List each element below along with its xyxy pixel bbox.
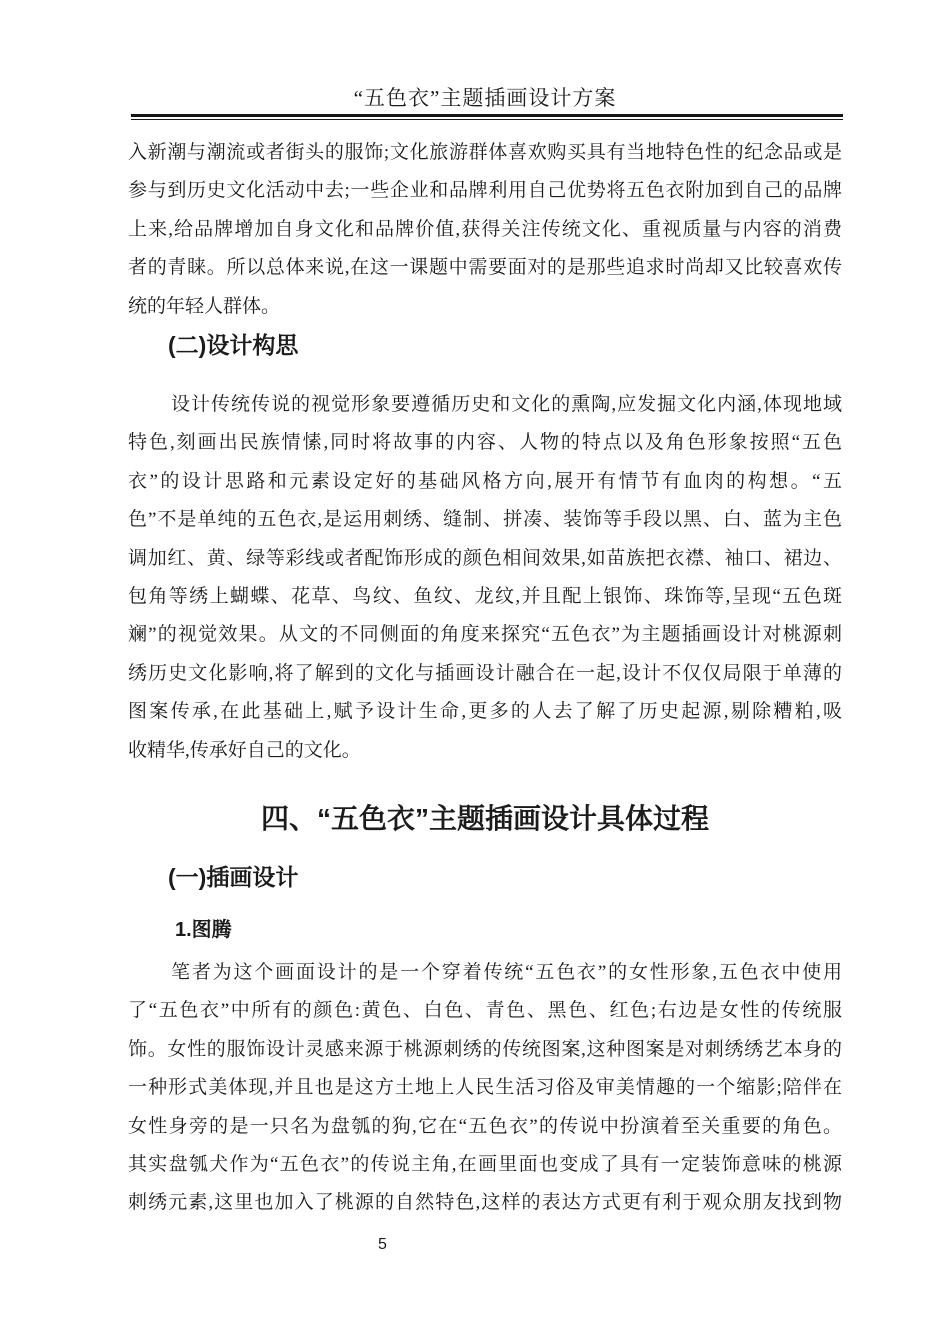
paragraph bbox=[128, 386, 842, 770]
text-line: 饰。女性的服饰设计灵感来源于桃源刺绣的传统图案,这种图案是对刺绣绣艺本身的 bbox=[128, 1038, 842, 1060]
chapter-heading: 四、“五色衣”主题插画设计具体过程 bbox=[260, 803, 709, 834]
text-line: 衣”的设计思路和元素设定好的基础风格方向,展开有情节有血肉的构想。“五 bbox=[128, 470, 842, 492]
text-line: 设计传统传说的视觉形象要遵循历史和文化的熏陶,应发掘文化内涵,体现地域 bbox=[171, 394, 842, 415]
text-line: 包角等绣上蝴蝶、花草、鸟纹、鱼纹、龙纹,并且配上银饰、珠饰等,呈现“五色斑 bbox=[128, 585, 842, 607]
text-line: 入新潮与潮流或者街头的服饰;文化旅游群体喜欢购买具有当地特色性的纪念品或是 bbox=[128, 142, 842, 163]
text-line: 刺绣元素,这里也加入了桃源的自然特色,这样的表达方式更有利于观众朋友找到物 bbox=[128, 1192, 842, 1214]
text-line: 上来,给品牌增加自身文化和品牌价值,获得关注传统文化、重视质量与内容的消费 bbox=[128, 218, 842, 240]
text-line: 者的青睐。所以总体来说,在这一课题中需要面对的是那些追求时尚却又比较喜欢传 bbox=[128, 257, 842, 279]
header-rule bbox=[131, 114, 843, 120]
text-line: 了“五色衣”中所有的颜色:黄色、白色、青色、黑色、红色;右边是女性的传统服 bbox=[128, 1000, 842, 1022]
text-line: 其实盘瓠犬作为“五色衣”的传说主角,在画里面也变成了具有一定装饰意味的桃源 bbox=[128, 1153, 842, 1175]
subsection-heading: 1.图腾 bbox=[175, 919, 232, 941]
text-line: 参与到历史文化活动中去;一些企业和品牌利用自己优势将五色衣附加到自己的品牌 bbox=[128, 180, 842, 202]
text-line: 色”不是单纯的五色衣,是运用刺绣、缝制、拼凑、装饰等手段以黑、白、蓝为主色 bbox=[128, 509, 842, 531]
section-heading: (二)设计构思 bbox=[168, 332, 299, 358]
text-line: 笔者为这个画面设计的是一个穿着传统“五色衣”的女性形象,五色衣中使用 bbox=[171, 962, 842, 983]
text-line: 女性身旁的是一只名为盘瓠的狗,它在“五色衣”的传说中扮演着至关重要的角色。 bbox=[128, 1115, 842, 1137]
header-title: “五色衣”主题插画设计方案 bbox=[353, 86, 617, 110]
text-line: 斓”的视觉效果。从文的不同侧面的角度来探究“五色衣”为主题插画设计对桃源刺 bbox=[128, 624, 842, 646]
paragraph bbox=[128, 134, 842, 326]
text-line: 统的年轻人群体。 bbox=[128, 295, 281, 317]
text-line: 绣历史文化影响,将了解到的文化与插画设计融合在一起,设计不仅仅局限于单薄的 bbox=[128, 662, 842, 684]
text-line: 收精华,传承好自己的文化。 bbox=[128, 739, 361, 761]
text-line: 特色,刻画出民族情愫,同时将故事的内容、人物的特点以及角色形象按照“五色 bbox=[128, 432, 842, 454]
page-number: 5 bbox=[378, 1236, 387, 1253]
text-line: 调加红、黄、绿等彩线或者配饰形成的颜色相间效果,如苗族把衣襟、袖口、裙边、 bbox=[128, 547, 842, 569]
text-line: 图案传承,在此基础上,赋予设计生命,更多的人去了解了历史起源,剔除糟粕,吸 bbox=[128, 701, 842, 723]
section-heading: (一)插画设计 bbox=[168, 864, 299, 890]
text-line: 一种形式美体现,并且也是这方土地上人民生活习俗及审美情趣的一个缩影;陪伴在 bbox=[128, 1077, 842, 1099]
paragraph bbox=[128, 954, 842, 1223]
